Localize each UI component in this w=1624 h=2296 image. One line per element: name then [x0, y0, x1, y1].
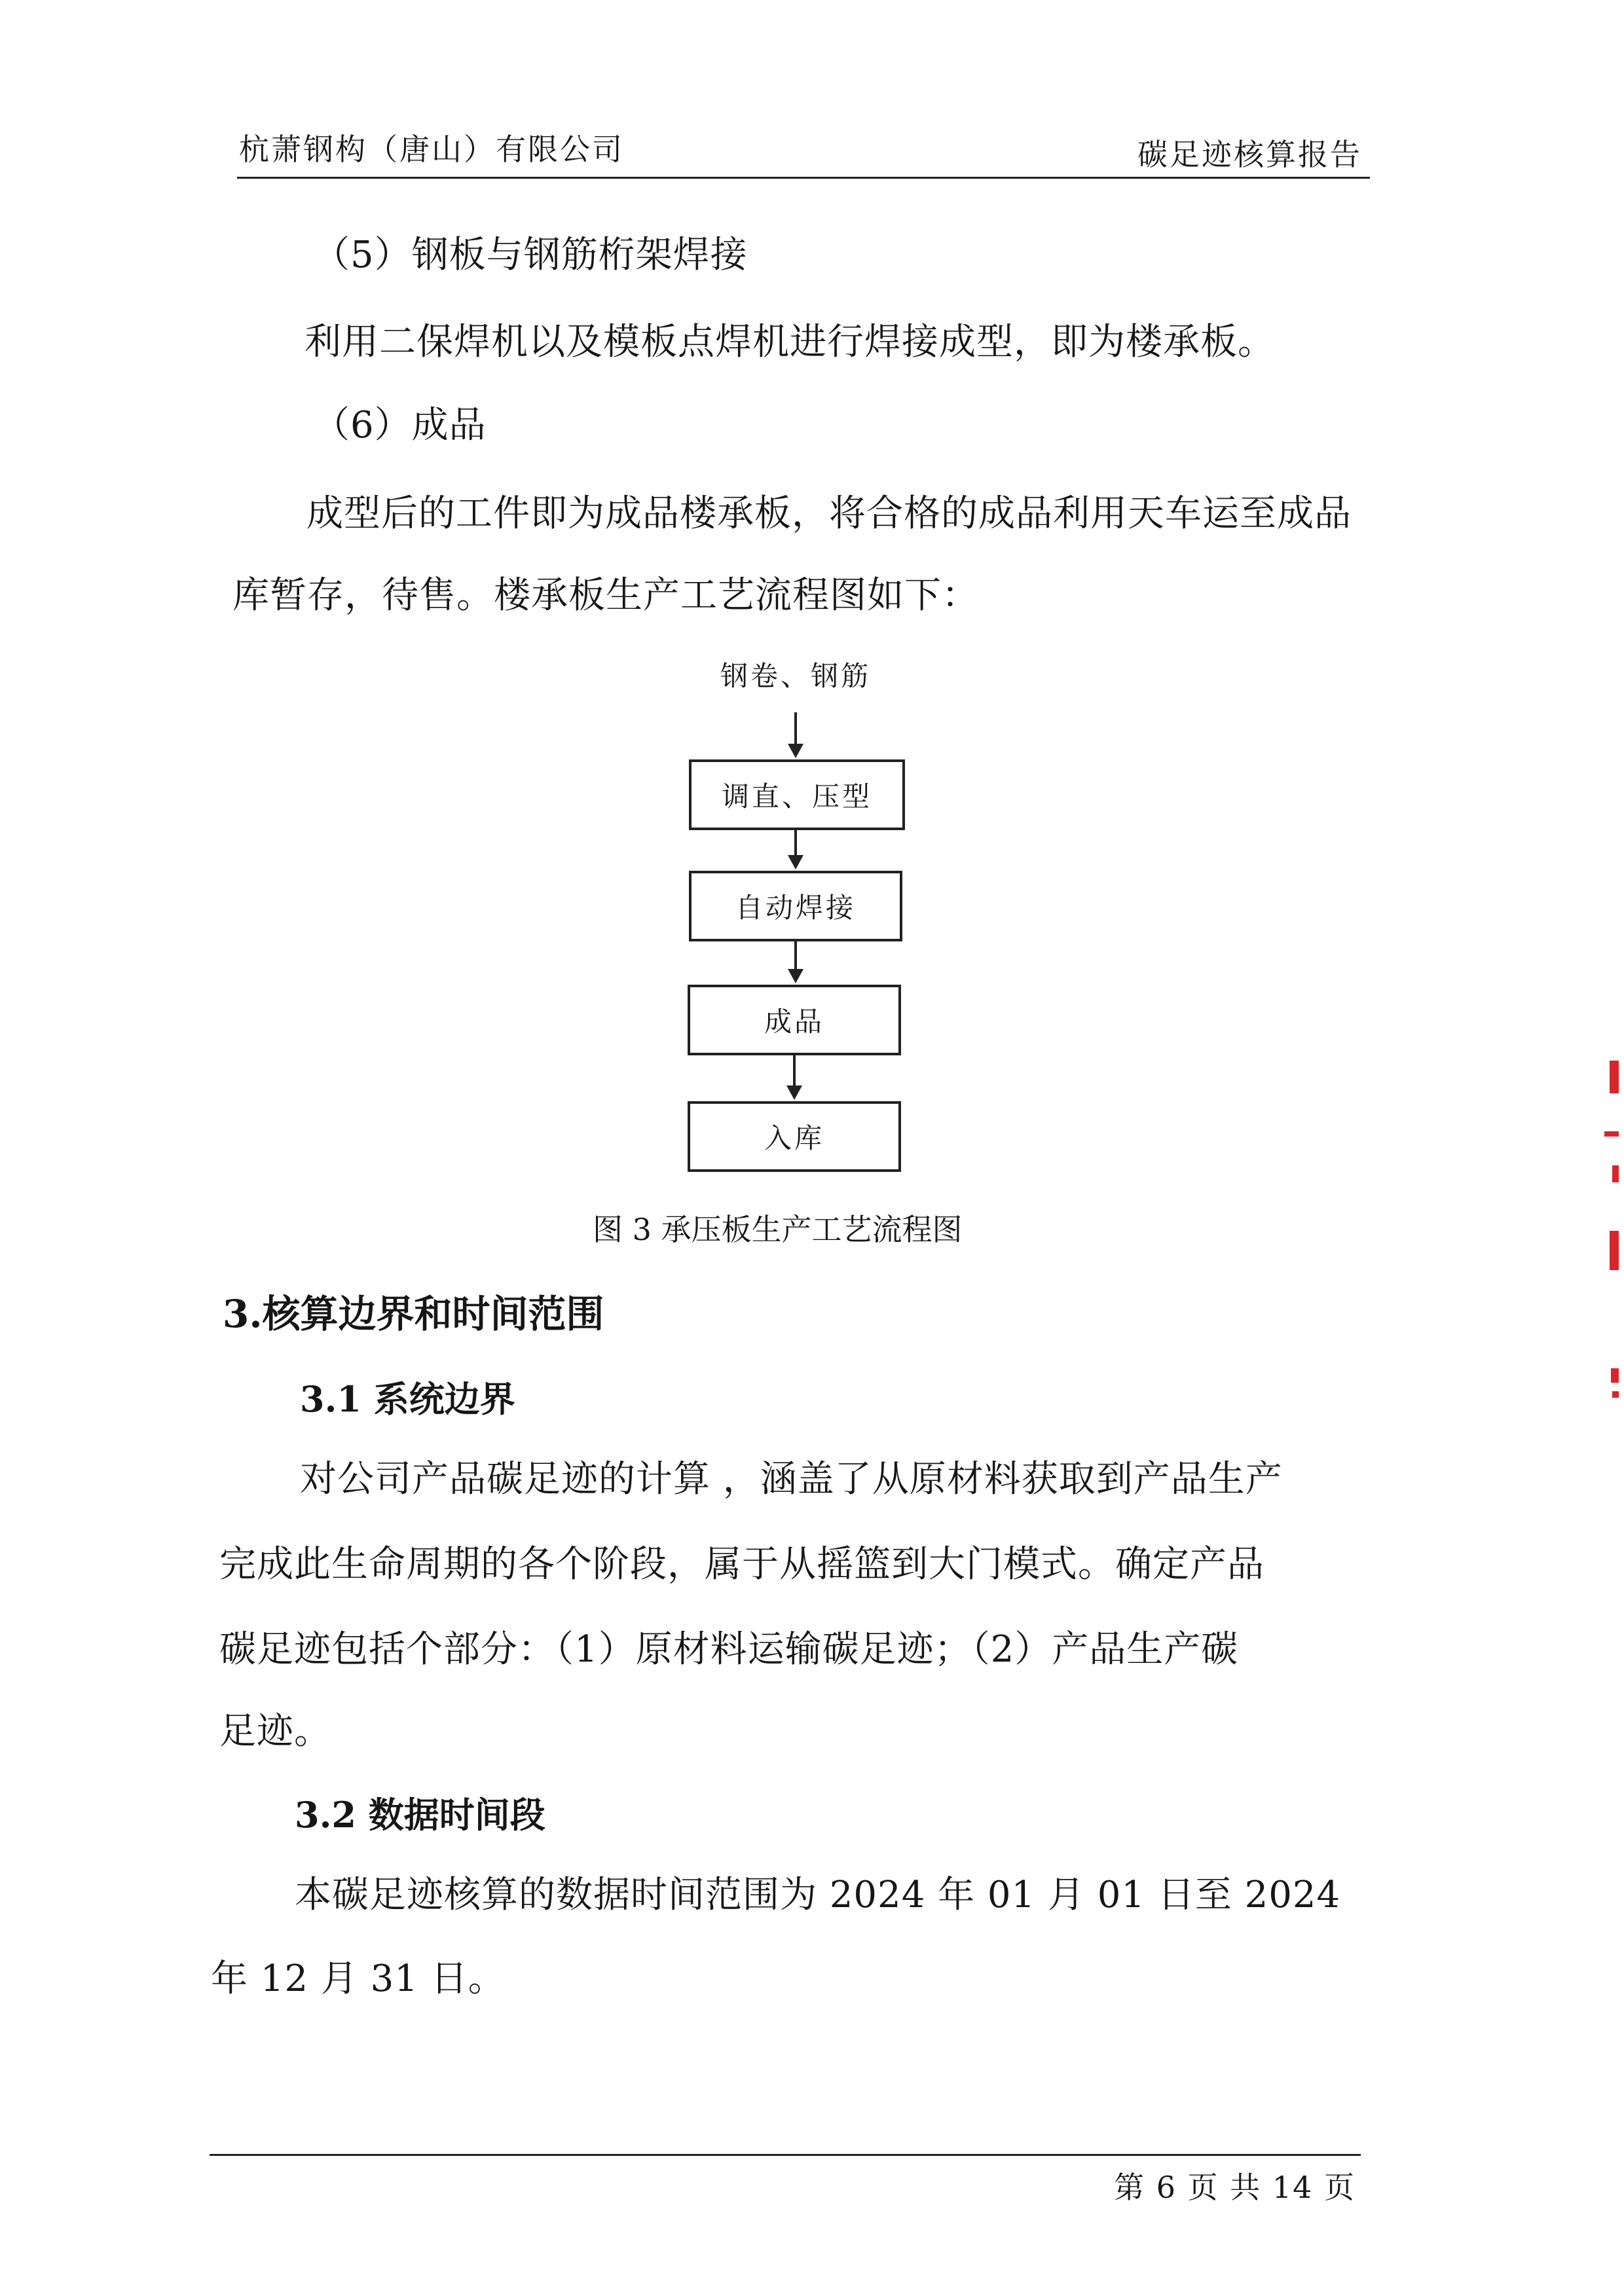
figure-caption: 图 3 承压板生产工艺流程图 — [593, 1212, 963, 1247]
item6-title: （6）成品 — [313, 404, 487, 446]
flow-arrow — [794, 828, 797, 856]
flow-arrow-head — [788, 855, 803, 869]
flow-arrow-head — [786, 1085, 802, 1100]
item6-text-line1: 成型后的工件即为成品楼承板，将合格的成品利用天车运至成品 — [306, 492, 1352, 535]
flow-step-finished-product: 成品 — [688, 985, 901, 1055]
seal-fragment — [1612, 1391, 1619, 1398]
seal-fragment — [1611, 1368, 1619, 1383]
flow-arrow — [794, 939, 797, 970]
subsection-3-2-title: 3.2 数据时间段 — [295, 1794, 545, 1836]
header-divider — [237, 177, 1370, 179]
paragraph-line: 完成此生命周期的各个阶段，属于从摇篮到大门模式。确定产品 — [219, 1543, 1264, 1586]
flow-arrow-head — [788, 969, 803, 983]
page-number: 第 6 页 共 14 页 — [1114, 2170, 1356, 2205]
header-report-title: 碳足迹核算报告 — [1137, 137, 1362, 172]
seal-fragment — [1612, 1165, 1619, 1182]
flow-step-straighten-press: 调直、压型 — [689, 759, 905, 830]
paragraph-line: 本碳足迹核算的数据时间范围为 2024 年 01 月 01 日至 2024 — [295, 1874, 1341, 1916]
paragraph-line: 碳足迹包括个部分：（1）原材料运输碳足迹；（2）产品生产碳 — [219, 1628, 1239, 1671]
flow-step-auto-welding: 自动焊接 — [689, 871, 902, 941]
flow-arrow — [794, 712, 797, 745]
flow-step-warehousing: 入库 — [688, 1101, 901, 1172]
seal-fragment — [1604, 1131, 1619, 1137]
seal-fragment — [1610, 1061, 1619, 1093]
paragraph-line: 足迹。 — [219, 1710, 331, 1753]
flow-arrow-head — [788, 744, 803, 758]
footer-divider — [210, 2154, 1361, 2156]
section-title: 3.核算边界和时间范围 — [223, 1292, 604, 1336]
subsection-3-1-title: 3.1 系统边界 — [300, 1378, 515, 1420]
item6-text-line2: 库暂存，待售。楼承板生产工艺流程图如下： — [232, 574, 979, 617]
item5-title: （5）钢板与钢筋桁架焊接 — [313, 234, 748, 276]
flow-arrow — [793, 1053, 796, 1087]
paragraph-line: 年 12 月 31 日。 — [211, 1958, 506, 2000]
flow-input-label: 钢卷、钢筋 — [720, 660, 871, 692]
seal-fragment — [1610, 1231, 1619, 1270]
item5-text: 利用二保焊机以及模板点焊机进行焊接成型，即为楼承板。 — [304, 321, 1275, 363]
paragraph-line: 对公司产品碳足迹的计算 ，涵盖了从原材料获取到产品生产 — [300, 1458, 1283, 1501]
header-company: 杭萧钢构（唐山）有限公司 — [239, 132, 624, 167]
